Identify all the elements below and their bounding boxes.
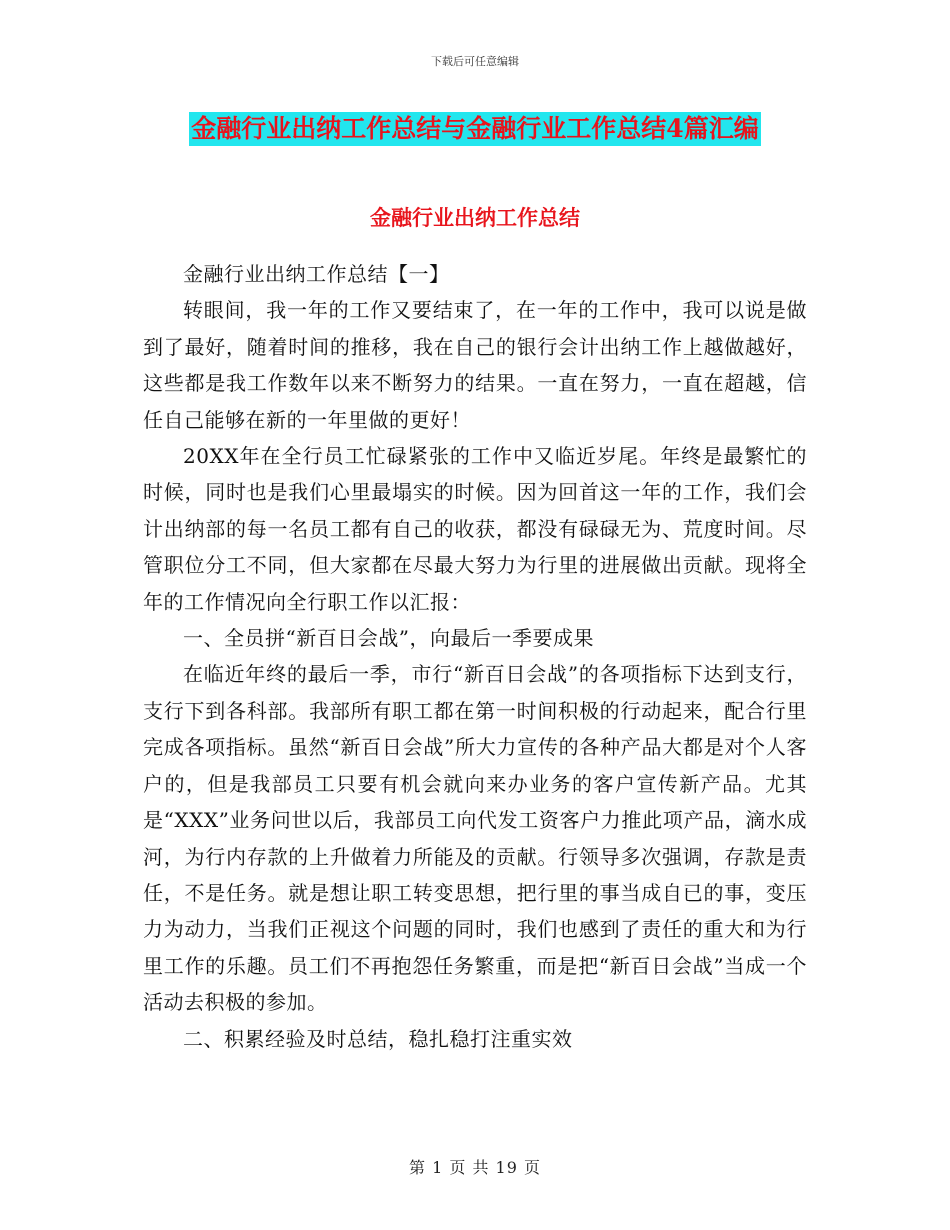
document-title: 金融行业出纳工作总结与金融行业工作总结4篇汇编 (189, 112, 760, 146)
page-number-footer: 第 1 页 共 19 页 (409, 1158, 541, 1177)
body-paragraph: 20XX年在全行员工忙碌紧张的工作中又临近岁尾。年终是最繁忙的时候，同时也是我们心里最塌实的时候。因为回首这一年的工作，我们会计出纳部的每一名员工都有自己的收获，都没有碌碌无为、荒度时间。尽管职位分工不同，但大家都在尽最大努力为行里的进展做出贡献。现将全年的工作情况向全行职工作以汇报： (143, 444, 807, 614)
body-paragraph: 转眼间，我一年的工作又要结束了，在一年的工作中，我可以说是做到了最好，随着时间的推移，我在自己的银行会计出纳工作上越做越好，这些都是我工作数年以来不断努力的结果。一直在努力，一直在超越，信任自己能够在新的一年里做的更好！ (143, 298, 807, 432)
header-note: 下载后可任意编辑 (431, 55, 519, 68)
body-paragraph: 在临近年终的最后一季，市行“新百日会战”的各项指标下达到支行，支行下到各科部。我部所有职工都在第一时间积极的行动起来，配合行里完成各项指标。虽然“新百日会战”所大力宣传的各种产品大都是对个人客户的，但是我部员工只要有机会就向来办业务的客户宣传新产品。尤其是“XXX”业务问世以后，我部员工向代发工资客户力推此项产品，滴水成河，为行内存款的上升做着力所能及的贡献。行领导多次强调，存款是责任，不是任务。就是想让职工转变思想，把行里的事当成自已的事，变压力为动力，当我们正视这个问题的同时，我们也感到了责任的重大和为行里工作的乐趣。员工们不再抱怨任务繁重，而是把“新百日会战”当成一个活动去积极的参加。 (143, 662, 807, 1015)
document-title-container (0, 112, 950, 146)
subsection-heading: 二、积累经验及时总结，稳扎稳打注重实效 (183, 1026, 573, 1051)
subsection-heading: 金融行业出纳工作总结【一】 (183, 262, 450, 286)
document-body (143, 222, 807, 1057)
section-title: 金融行业出纳工作总结 (370, 205, 580, 230)
subsection-heading: 一、全员拼“新百日会战”，向最后一季要成果 (183, 626, 594, 651)
